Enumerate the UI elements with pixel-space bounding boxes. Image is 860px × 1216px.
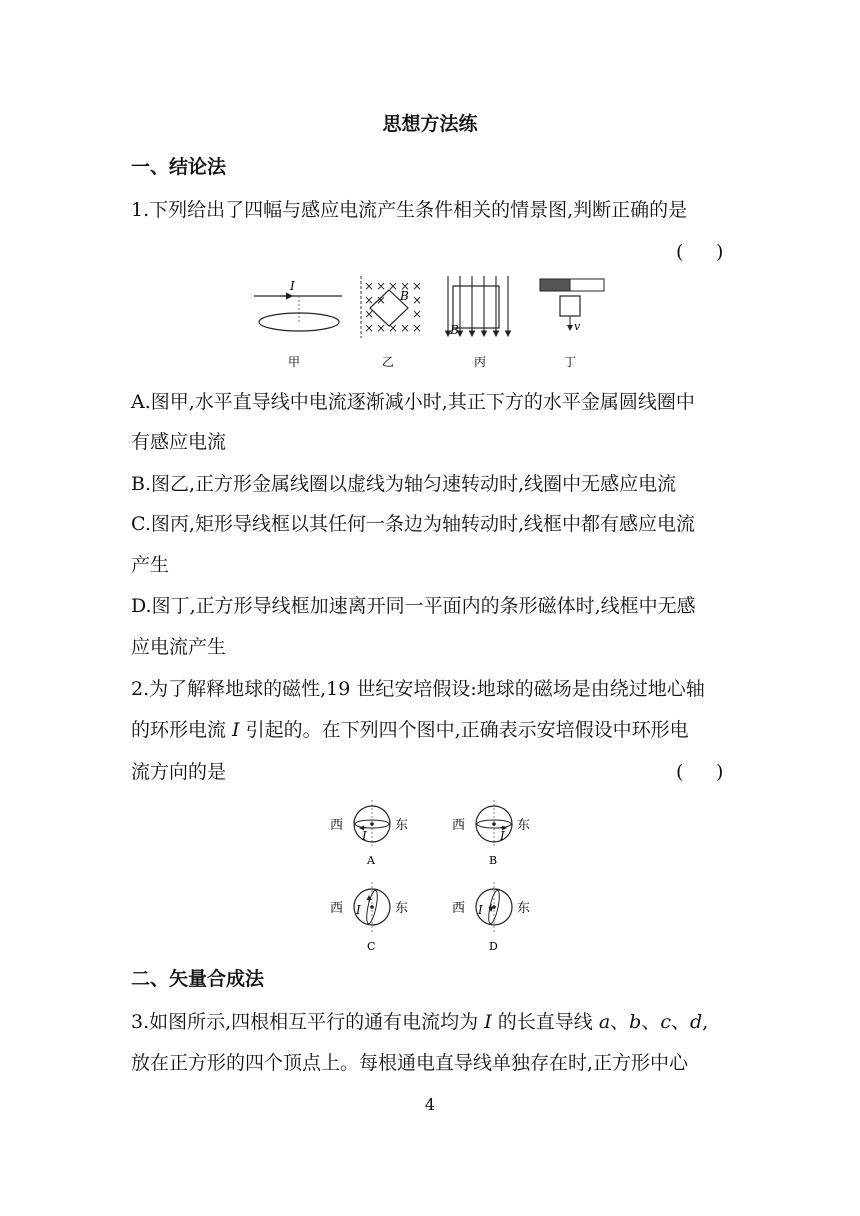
svg-text:×: ×: [376, 279, 387, 293]
q1-option-a-line2: 有感应电流: [131, 431, 227, 453]
q2-line2: [131, 718, 689, 742]
west-label: 西: [452, 818, 466, 833]
svg-text:×: ×: [364, 279, 375, 293]
svg-text:×: ×: [388, 279, 399, 293]
east-label: 东: [517, 901, 531, 916]
svg-text:×: ×: [400, 279, 411, 293]
q1-figure-row: [250, 270, 610, 374]
paren-close: ): [716, 241, 724, 263]
q3-line1-end: ,: [702, 1011, 709, 1033]
svg-text:×: ×: [376, 321, 387, 335]
svg-text:×: ×: [412, 321, 423, 335]
current-symbol: I: [356, 903, 361, 917]
q3-line1: 3.如图所示,四根相互平行的通有电流均为 I 的长直导线 a、b、c、d,: [131, 1011, 709, 1033]
q2-current-symbol: I: [232, 719, 240, 741]
paren-open: (: [676, 761, 684, 783]
wire-d: d: [690, 1011, 703, 1033]
option-label-a: A: [367, 854, 375, 867]
west-label: 西: [330, 818, 344, 833]
paren-close: ): [716, 761, 724, 783]
svg-text:×: ×: [388, 321, 399, 335]
current-symbol: I: [500, 829, 505, 843]
q3-line2: 放在正方形的四个顶点上。每根通电直导线单独存在时,正方形中心: [131, 1052, 689, 1074]
east-label: 东: [395, 901, 409, 916]
svg-text:×: ×: [400, 321, 411, 335]
q2-answer-blank: [676, 760, 723, 784]
q2-line1: 2.为了解释地球的磁性,19 世纪安培假设:地球的磁场是由绕过地心轴: [131, 678, 705, 700]
q1-option-d-line1: D.图丁,正方形导线框加速离开同一平面内的条形磁体时,线框中无感: [131, 595, 696, 617]
q3-current-symbol: I: [484, 1011, 492, 1033]
wire-c: c: [660, 1011, 672, 1033]
svg-text:×: ×: [412, 279, 423, 293]
figure-label-ding: 丁: [564, 355, 577, 369]
velocity-symbol: v: [574, 320, 581, 333]
figure-yi: [361, 276, 422, 369]
option-label-b: B: [489, 854, 498, 867]
q1-stem: 1.下列给出了四幅与感应电流产生条件相关的情景图,判断正确的是: [131, 199, 688, 221]
section-heading-1: 一、结论法: [131, 156, 227, 178]
west-label: 西: [452, 901, 466, 916]
paren-open: (: [676, 241, 684, 263]
page-title: 思想方法练: [382, 113, 478, 135]
svg-text:×: ×: [364, 293, 375, 307]
q1-option-c-line1: C.图丙,矩形导线框以其任何一条边为轴转动时,线框中都有感应电流: [131, 513, 695, 535]
q2-option-c-figure: [330, 882, 408, 953]
svg-text:×: ×: [364, 307, 375, 321]
q3-line1-text-a: 3.如图所示,四根相互平行的通有电流均为: [131, 1011, 485, 1033]
q3-line1-text-b: 的长直导线: [491, 1011, 599, 1033]
svg-text:×: ×: [376, 293, 387, 307]
q2-option-d-figure: [452, 882, 530, 953]
current-symbol: I: [362, 829, 367, 843]
current-symbol: I: [290, 279, 295, 293]
q1-answer-blank: [676, 240, 723, 264]
figure-jia: [254, 279, 342, 369]
wire-a: a: [598, 1011, 611, 1033]
field-symbol-2: B: [450, 323, 459, 337]
svg-text:×: ×: [364, 321, 375, 335]
page-number: 4: [424, 1095, 436, 1114]
q1-option-a-line1: A.图甲,水平直导线中电流逐渐减小时,其正下方的水平金属圆线圈中: [131, 391, 695, 413]
east-label: 东: [517, 818, 531, 833]
figure-ding: [540, 279, 604, 369]
q1-option-c-line2: 产生: [131, 554, 170, 576]
q2-option-a-figure: [330, 800, 408, 867]
q2-option-b-figure: [452, 800, 530, 867]
figure-label-bing: 丙: [474, 355, 487, 369]
q2-line2-text-a: 的环形电流: [131, 719, 233, 741]
q2-line3: 流方向的是: [131, 761, 227, 783]
field-symbol: B: [400, 289, 409, 303]
q2-line2-text-b: 引起的。在下列四个图中,正确表示安培假设中环形电: [239, 719, 689, 741]
east-label: 东: [395, 818, 409, 833]
current-symbol: I: [478, 903, 483, 917]
section-heading-2: 二、矢量合成法: [131, 968, 265, 990]
q2-figure-grid: [322, 794, 542, 958]
q1-option-b: B.图乙,正方形金属线圈以虚线为轴匀速转动时,线圈中无感应电流: [131, 473, 677, 495]
west-label: 西: [330, 901, 344, 916]
option-label-c: C: [367, 940, 376, 953]
svg-text:×: ×: [412, 293, 423, 307]
wire-b: b: [629, 1011, 642, 1033]
figure-label-yi: 乙: [382, 355, 395, 369]
svg-text:×: ×: [412, 307, 423, 321]
option-label-d: D: [489, 940, 498, 953]
figure-label-jia: 甲: [288, 355, 301, 369]
figure-bing: [448, 276, 508, 369]
q1-option-d-line2: 应电流产生: [131, 636, 227, 658]
